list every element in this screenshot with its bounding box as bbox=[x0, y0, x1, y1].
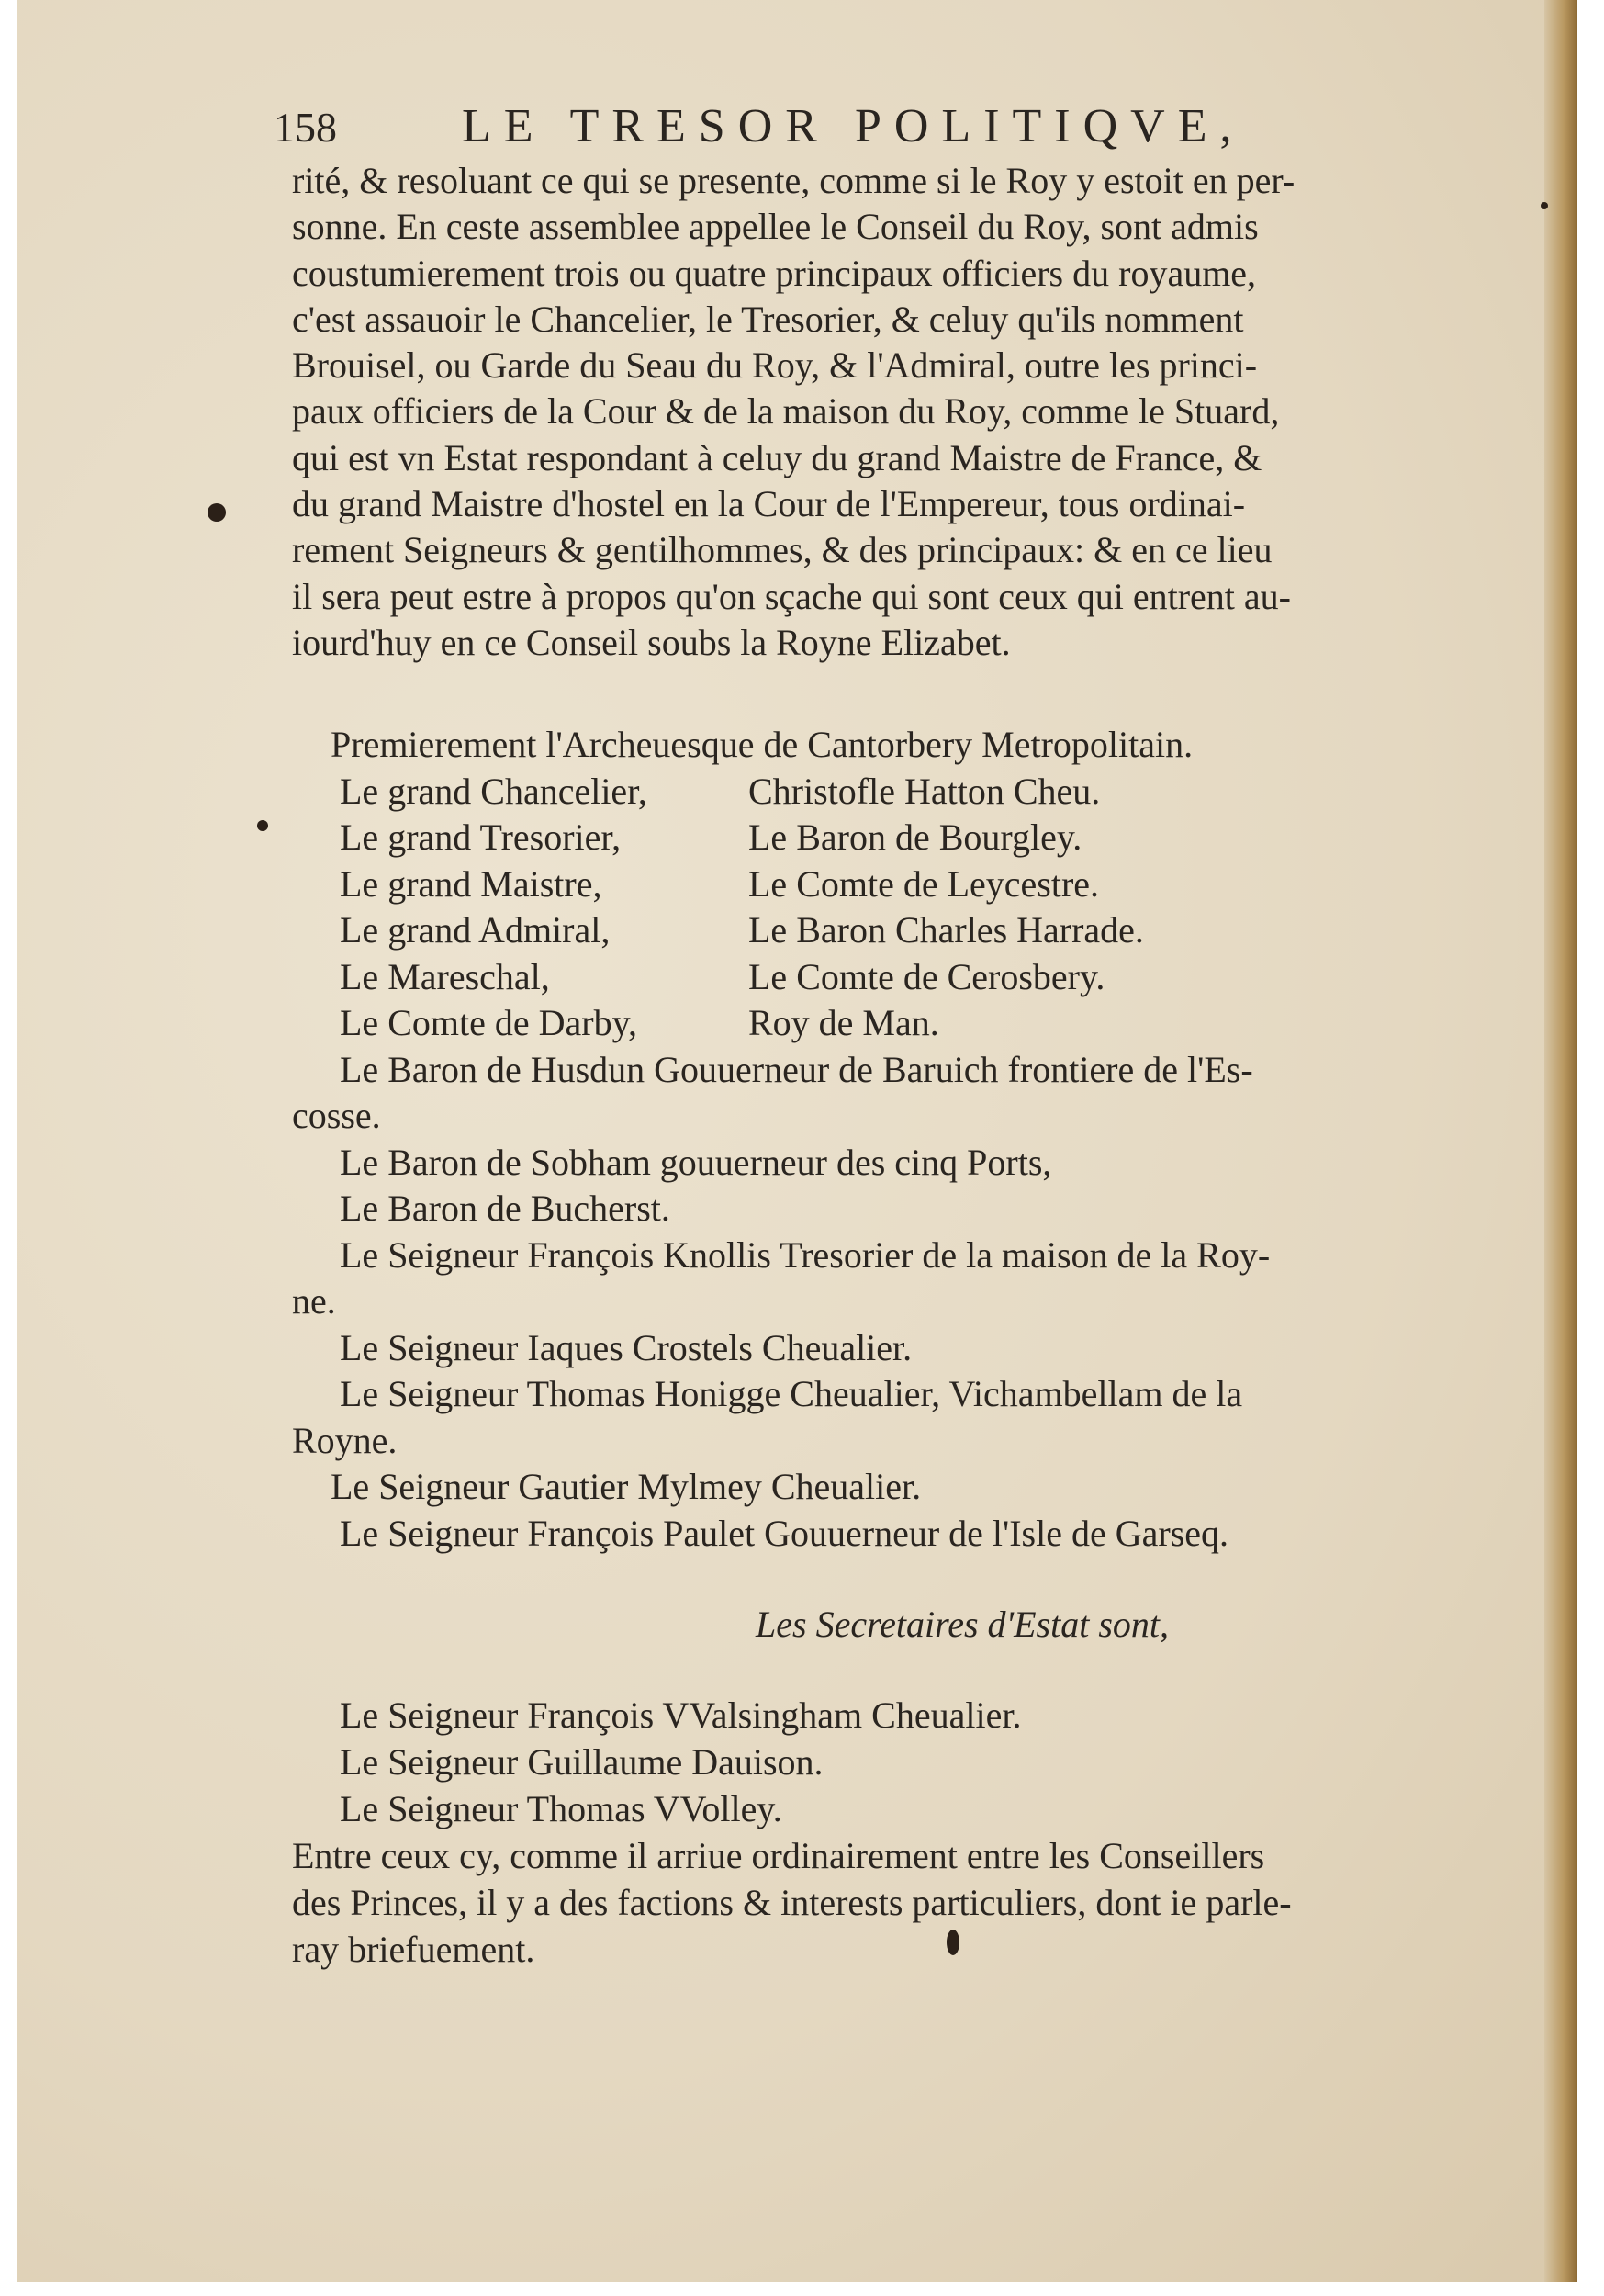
paragraph-line: coustumierement trois ou quatre principaux officiers du royaume, bbox=[292, 252, 1257, 294]
member-entry: Le Baron de Husdun Gouuerneur de Baruich frontiere de l'Es- bbox=[340, 1048, 1253, 1090]
secretaries-heading: Les Secretaires d'Estat sont, bbox=[756, 1604, 1169, 1645]
member-entry: Le Seigneur Iaques Crostels Cheualier. bbox=[340, 1326, 913, 1368]
secretary-entry: Le Seigneur Guillaume Dauison. bbox=[340, 1741, 824, 1783]
office-row bbox=[292, 769, 1458, 816]
secretary-entry: Le Seigneur Thomas VVolley. bbox=[340, 1788, 782, 1829]
paragraph-line: du grand Maistre d'hostel en la Cour de l'Empereur, tous ordinai- bbox=[292, 483, 1246, 525]
office-title: Le Mareschal, bbox=[340, 955, 550, 997]
ink-spot bbox=[947, 1930, 959, 1955]
member-entry: Le Seigneur Thomas Honigge Cheualier, Vichambellam de la bbox=[340, 1373, 1243, 1414]
secretaries-list bbox=[292, 1692, 1458, 1832]
ink-spot bbox=[1541, 202, 1548, 209]
book-page bbox=[17, 0, 1577, 2282]
office-holder: Le Baron Charles Harrade. bbox=[748, 909, 1144, 951]
member-entry: Le Seigneur François Paulet Gouuerneur de l'Isle de Garseq. bbox=[340, 1512, 1229, 1554]
office-holder: Le Comte de Cerosbery. bbox=[748, 955, 1105, 997]
office-title: Le grand Maistre, bbox=[340, 862, 602, 905]
paragraph-line: il sera peut estre à propos qu'on sçache qui sont ceux qui entrent au- bbox=[292, 575, 1291, 617]
closing-line: Entre ceux cy, comme il arriue ordinairement entre les Conseillers bbox=[292, 1835, 1265, 1876]
ink-spot bbox=[208, 503, 226, 522]
paragraph-line: sonne. En ceste assemblee appellee le Conseil du Roy, sont admis bbox=[292, 206, 1259, 248]
secretary-entry: Le Seigneur François VValsingham Cheualier. bbox=[340, 1694, 1022, 1736]
member-entry: Le Seigneur Gautier Mylmey Cheualier. bbox=[331, 1466, 922, 1507]
member-continuation: Royne. bbox=[292, 1419, 398, 1461]
intro-paragraph bbox=[292, 158, 1458, 666]
paragraph-line: qui est vn Estat respondant à celuy du grand Maistre de France, & bbox=[292, 436, 1262, 478]
office-holder: Christofle Hatton Cheu. bbox=[748, 770, 1101, 812]
office-holder: Le Baron de Bourgley. bbox=[748, 816, 1082, 858]
paragraph-line: rité, & resoluant ce qui se presente, comme si le Roy y estoit en per- bbox=[292, 160, 1296, 201]
first-entry: Premierement l'Archeuesque de Cantorbery Metropolitain. bbox=[331, 724, 1194, 765]
office-row bbox=[292, 954, 1458, 1001]
page-number: 158 bbox=[274, 104, 337, 151]
closing-line: ray briefuement. bbox=[292, 1929, 535, 1970]
office-title: Le grand Admiral, bbox=[340, 909, 611, 951]
office-title: Le grand Chancelier, bbox=[340, 770, 647, 812]
office-holder: Le Comte de Leycestre. bbox=[748, 862, 1100, 905]
office-row bbox=[292, 907, 1458, 954]
ink-spot bbox=[257, 820, 268, 831]
office-title: Le grand Tresorier, bbox=[340, 816, 622, 858]
council-list bbox=[292, 722, 1458, 1557]
page-edge bbox=[1544, 0, 1577, 2282]
member-entry: Le Baron de Bucherst. bbox=[340, 1187, 670, 1229]
member-continuation: cosse. bbox=[292, 1095, 381, 1136]
closing-line: des Princes, il y a des factions & interests particuliers, dont ie parle- bbox=[292, 1882, 1292, 1923]
office-title: Le Comte de Darby, bbox=[340, 1002, 637, 1043]
office-holder: Roy de Man. bbox=[748, 1002, 939, 1043]
running-title: LE TRESOR POLITIQVE, bbox=[462, 100, 1245, 152]
paragraph-line: rement Seigneurs & gentilhommes, & des principaux: & en ce lieu bbox=[292, 529, 1273, 571]
page-header bbox=[274, 99, 1302, 163]
office-row bbox=[292, 1000, 1458, 1047]
closing-paragraph bbox=[292, 1832, 1458, 1973]
member-entry: Le Seigneur François Knollis Tresorier de la maison de la Roy- bbox=[340, 1233, 1271, 1276]
office-row bbox=[292, 815, 1458, 861]
paragraph-line: Brouisel, ou Garde du Seau du Roy, & l'Admiral, outre les princi- bbox=[292, 344, 1258, 387]
paragraph-line: paux officiers de la Cour & de la maison du Roy, comme le Stuard, bbox=[292, 390, 1280, 433]
office-row bbox=[292, 861, 1458, 908]
member-entry: Le Baron de Sobham gouuerneur des cinq Ports, bbox=[340, 1141, 1052, 1183]
paragraph-line: c'est assauoir le Chancelier, le Tresorier, & celuy qu'ils nomment bbox=[292, 298, 1244, 340]
member-continuation: ne. bbox=[292, 1280, 336, 1322]
paragraph-line: iourd'huy en ce Conseil soubs la Royne Elizabet. bbox=[292, 621, 1011, 663]
